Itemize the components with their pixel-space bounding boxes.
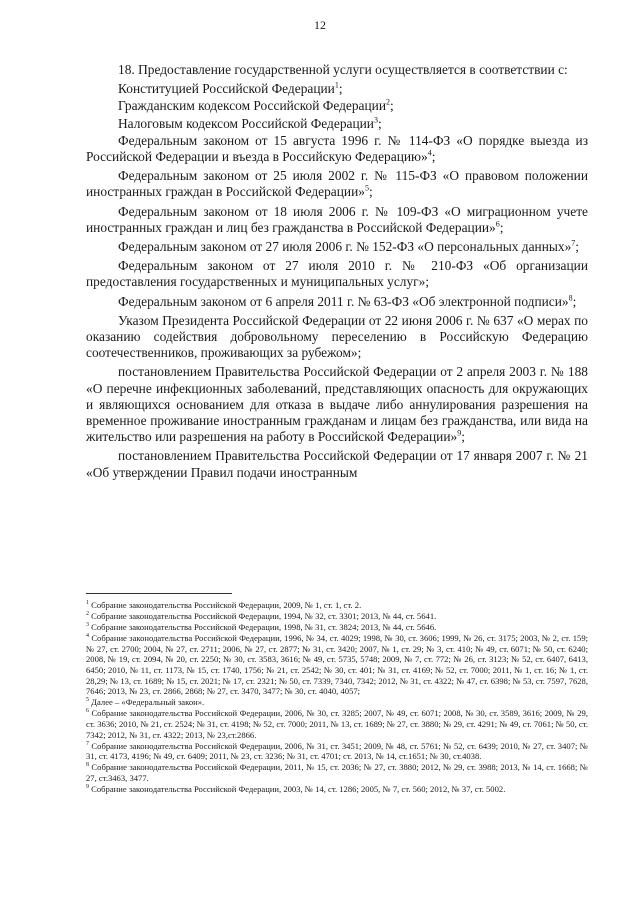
footnote-number: 2 (86, 611, 89, 618)
law-item: Федеральным законом от 25 июля 2002 г. № 115-ФЗ «О правовом положении иностранных граждан в Российской Федерации»$^5$; (86, 168, 588, 200)
law-item: Федеральным законом от 15 августа 1996 г. № 114-ФЗ «О порядке выезда из Российской Федерации и въезда в Российскую Федерацию»$^4$; (86, 132, 588, 165)
law-item: постановлением Правительства Российской Федерации от 2 апреля 2003 г. № 188 «О перечне инфекционных заболеваний, представляющих опасность для окружающих и являющихся основанием для отказа в выдаче либо аннулирования разрешения на временное проживание иностранным гражданам и лицам без гражданства, или вида на жительство или разрешения на работу в Российской Федерации»$^9$; (86, 364, 588, 445)
footnote-number: 1 (86, 600, 89, 607)
footnote-number: 6 (86, 708, 89, 715)
document-body (86, 62, 588, 484)
footnote: $^3$ Собрание законодательства Российской Федерации, 1998, № 31, ст. 3824; 2013, № 44, ст. 5646. (86, 622, 437, 633)
footnote: $^7$ Собрание законодательства Российской Федерации, 2006, № 31, ст. 3451; 2009, № 48, ст. 5761; № 52, ст. 6439; 2010, № 27, ст. 3407; № 31, ст. 4173, 4196; № 49, ст. 6409; 2011, № 23, ст. 3236; № 31, ст. 4701; ст. 2013, № 14, ст.1651; № 30, ст.4038. (86, 740, 588, 762)
footnotes (86, 600, 588, 795)
law-item: Налоговым кодексом Российской Федерации$^3$; (118, 115, 382, 131)
footnote: $^6$ Собрание законодательства Российской Федерации, 2006, № 30, ст. 3285; 2007, № 49, ст. 6071; 2008, № 30, ст. 3589, 3616; 2009, № 29, ст. 3636; 2010, № 21, ст. 2524; № 31, ст. 4198; № 52, ст. 7000; 2011, № 13, ст. 1689; № 27, ст. 3880; № 29, ст. 4291; № 49, ст. 7061; № 50, ст. 7342; 2012, № 31, ст. 4322; 2013, № 23,ст.2866. (86, 708, 588, 740)
footnote: $^9$ Собрание законодательства Российской Федерации, 2003, № 14, ст. 1286; 2005, № 7, ст. 560; 2012, № 37, ст. 5002. (86, 784, 506, 795)
footnote-ref: 4 (427, 148, 432, 158)
footnote-ref: 2 (386, 97, 390, 107)
footnote-number: 3 (86, 622, 89, 629)
footnote: $^1$ Собрание законодательства Российской Федерации, 2009, № 1, ст. 1, ст. 2. (86, 600, 362, 610)
footnote: $^8$ Собрание законодательства Российской Федерации, 2011, № 15, ст. 2036; № 27, ст. 3880; 2012, № 29, ст. 3988; 2013, № 14, ст. 1668; № 27, ст.3463, 3477. (86, 762, 588, 783)
footnote-number: 8 (86, 762, 89, 769)
page-number: 12 (314, 18, 326, 32)
footnote: $^2$ Собрание законодательства Российской Федерации, 1994, № 32, ст. 3301; 2013, № 44, ст. 5641. (86, 611, 437, 622)
footnote-ref: 3 (373, 115, 378, 125)
footnote-number: 9 (86, 784, 89, 791)
footnote-ref: 5 (364, 183, 369, 193)
footnote: $^4$ Собрание законодательства Российской Федерации, 1996, № 34, ст. 4029; 1998, № 30, ст. 3606; 1999, № 26, ст. 3175; 2003, № 2, ст. 159; № 27, ст. 2700; 2004, № 27, ст. 2711; 2006, № 27, ст. 2877; № 31, ст. 3420; 2007, № 1, ст. 29; № 3, ст. 410; № 49, ст. 6071; № 50, ст. 6240; 2008, № 19, ст. 2094, № 20, ст. 2250; № 30, ст. 3583, 3616; № 49, ст. 5735, 5748; 2009, № 7, ст. 772; № 26, ст. 3123; № 52, ст. 6407, 6413, 6450; 2010, № 11, ст. 1173, № 15, ст. 1740, 1756; № 21, ст. 2542; № 30, ст. 401; № 31, ст. 4169; № 52, ст. 7000; 2011, № 1, ст. 16; № 1, ст. 28,29; № 13, ст. 1689; № 15, ст. 2021; № 17, ст. 2321; № 50, ст. 7339, 7340, 7342; 2012, № 31, ст. 4322; № 47, ст. 6398; № 53, ст. 7597, 7628, 7646; 2013, № 23, ст. 2866, 2868; № 27, ст. 3470, 3477; № 30, ст. 4040, 4057; (86, 633, 588, 697)
footnote-ref: 9 (457, 428, 462, 438)
law-item: Федеральным законом от 27 июля 2006 г. № 152-ФЗ «О персональных данных»$^7$; (118, 238, 579, 255)
footnote-ref: 1 (334, 80, 339, 90)
footnote-number: 4 (86, 633, 89, 640)
law-item: Конституцией Российской Федерации$^1$; (118, 80, 343, 97)
law-item: Федеральным законом от 18 июля 2006 г. № 109-ФЗ «О миграционном учете иностранных граждан и лиц без гражданства в Российской Федерации»$^6$; (86, 203, 588, 235)
law-item: Федеральным законом от 27 июля 2010 г. № 210-ФЗ «Об организации предоставления государственных и муниципальных услуг»; (86, 258, 588, 290)
law-item: постановлением Правительства Российской Федерации от 17 января 2007 г. № 21 «Об утверждении Правил подачи иностранным (86, 448, 588, 480)
footnote: $^5$ Далее – «Федеральный закон». (86, 697, 205, 708)
footnote-separator (86, 593, 232, 594)
law-item: Федеральным законом от 6 апреля 2011 г. № 63-ФЗ «Об электронной подписи»$^8$; (118, 293, 577, 309)
law-item: Гражданским кодексом Российской Федерации$^2$; (118, 97, 394, 114)
footnote-ref: 6 (495, 219, 500, 229)
footnote-ref: 7 (571, 238, 576, 248)
footnote-ref: 8 (568, 293, 573, 303)
footnote-number: 5 (86, 697, 89, 704)
law-item: Указом Президента Российской Федерации от 22 июня 2006 г. № 637 «О мерах по оказанию содействия добровольному переселению в Российскую Федерацию соотечественников, проживающих за рубежом»; (86, 312, 588, 361)
footnote-number: 7 (86, 740, 89, 747)
intro-paragraph: 18. Предоставление государственной услуги осуществляется в соответствии с: (118, 62, 568, 77)
